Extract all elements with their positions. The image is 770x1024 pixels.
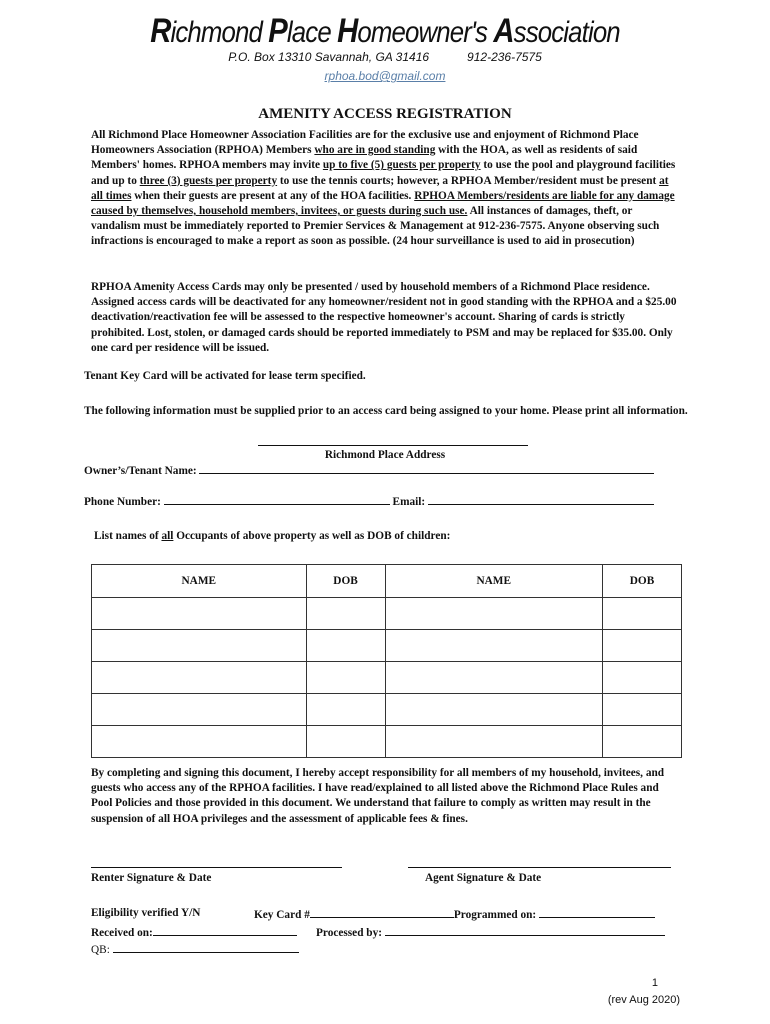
mailing-address: P.O. Box 13310 Savannah, GA 31416: [228, 50, 430, 64]
programmed-label: Programmed on:: [453, 909, 537, 921]
address-label: Richmond Place Address: [324, 449, 446, 461]
instructions-paragraph: The following information must be supplied prior to an access card being assigned to your home. Please print all information.: [84, 405, 688, 417]
tenant-note: Tenant Key Card will be activated for lease term specified.: [84, 370, 366, 382]
owner-name-row: [84, 463, 654, 477]
owner-name-field[interactable]: [199, 463, 654, 474]
processed-field[interactable]: [385, 925, 665, 936]
col-dob-1: DOB: [306, 565, 385, 598]
form-heading: AMENITY ACCESS REGISTRATION: [258, 106, 512, 122]
phone-field[interactable]: [164, 494, 390, 505]
email-field[interactable]: [428, 494, 654, 505]
contact-row: [84, 494, 654, 508]
received-label: Received on:: [91, 927, 153, 939]
facility-rules-paragraph: All Richmond Place Homeowner Association Facilities are for the exclusive use and enjoyment of Richmond Place Homeowners Association (RPHOA) Members who are in good standing with the HOA, as well as residents of said Members' homes. RPHOA members may invite up to five (5) guests per property to use the pool and playground facilities and up to three (3) guests per property to use the tennis courts; however, a RPHOA Member/resident must be present at all times when their guests are present at any of the HOA facilities. RPHOA Members/residents are liable for any damage caused by themselves, household members, invitees, or guests during such use. All instances of damages, theft, or vandalism must be immediately reported to Premier Services & Management at 912-236-7575. Anyone observing such infractions is encouraged to make a report as soon as possible. (24 hour surveillance is used to aid in prosecution): [91, 129, 676, 248]
page-number: 1: [651, 977, 658, 989]
phone-number: 912-236-7575: [467, 50, 542, 64]
key-card-row: [254, 907, 655, 921]
agreement-paragraph: By completing and signing this document, I hereby accept responsibility for all members of my household, invitees, and guests who access any of the RPHOA facilities. I have read/explained to all listed above the Richmond Place Rules and Pool Policies and those provided in this document. We understand that failure to comply as written may result in the suspension of all HOA privileges and the assessment of applicable fees & fines.: [91, 767, 665, 825]
renter-signature-label: Renter Signature & Date: [91, 872, 212, 884]
processed-row: [316, 925, 665, 939]
qb-field[interactable]: [113, 942, 299, 953]
access-card-paragraph: RPHOA Amenity Access Cards may only be presented / used by household members of a Richmond Place residence. Assigned access cards will be deactivated for any homeowner/resident not in good standing with the RPHOA and a $25.00 deactivation/reactivation fee will be assessed to the respective homeowner's account. Sharing of cards is strictly prohibited. Lost, stolen, or damaged cards should be reported immediately to PSM and may be replaced for $35.00. Only one card per residence will be issued.: [91, 281, 677, 354]
address-input-line[interactable]: [258, 445, 528, 446]
contact-line: [0, 50, 770, 64]
programmed-field[interactable]: [539, 907, 655, 918]
qb-row: [91, 942, 299, 956]
email-label: Email:: [392, 496, 426, 508]
revision-date: (rev Aug 2020): [607, 994, 680, 1006]
eligibility-label: Eligibility verified Y/N: [91, 907, 201, 919]
col-dob-2: DOB: [602, 565, 681, 598]
received-row: [91, 925, 297, 939]
col-name-1: NAME: [92, 565, 307, 598]
renter-signature-line[interactable]: [91, 866, 342, 868]
email-link[interactable]: rphoa.bod@gmail.com: [324, 69, 446, 83]
qb-label: QB:: [91, 944, 110, 956]
table-row[interactable]: [92, 598, 682, 630]
agent-signature-label: Agent Signature & Date: [425, 872, 542, 884]
table-header-row: [92, 565, 682, 598]
page-title: Richmond Place Homeowner's Association: [150, 12, 620, 50]
key-card-field[interactable]: [310, 907, 454, 918]
occupants-table: [91, 564, 682, 758]
table-row[interactable]: [92, 662, 682, 694]
key-card-label: Key Card #: [254, 909, 310, 921]
table-row[interactable]: [92, 630, 682, 662]
phone-label: Phone Number:: [84, 496, 161, 508]
processed-label: Processed by:: [316, 927, 382, 939]
table-row[interactable]: [92, 726, 682, 758]
owner-name-label: Owner’s/Tenant Name:: [84, 465, 197, 477]
occupants-instruction: List names of all Occupants of above property as well as DOB of children:: [94, 530, 451, 542]
table-row[interactable]: [92, 694, 682, 726]
col-name-2: NAME: [385, 565, 602, 598]
received-field[interactable]: [153, 925, 297, 936]
agent-signature-line[interactable]: [408, 866, 671, 868]
